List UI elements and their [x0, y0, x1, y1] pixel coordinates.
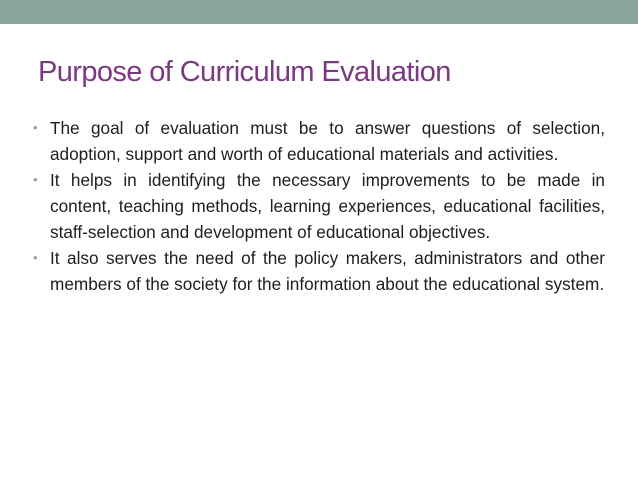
slide-title: Purpose of Curriculum Evaluation — [38, 56, 451, 88]
bullet-text: It also serves the need of the policy makers, administrators and other members of the society for the information about the educational system. — [50, 248, 605, 294]
bullet-item-2 — [33, 167, 605, 245]
bullet-text: It helps in identifying the necessary improvements to be made in content, teaching methods, learning experiences, educational facilities, staff-selection and development of educational objectives. — [50, 170, 605, 242]
bullet-item-1 — [33, 115, 605, 167]
bullet-list — [33, 115, 605, 297]
header-bar — [0, 0, 638, 24]
bullet-icon: • — [33, 250, 38, 265]
bullet-item-3 — [33, 245, 605, 297]
bullet-icon: • — [33, 120, 38, 135]
bullet-icon: • — [33, 172, 38, 187]
bullet-text: The goal of evaluation must be to answer questions of selection, adoption, support and worth of educational materials and activities. — [50, 118, 605, 164]
